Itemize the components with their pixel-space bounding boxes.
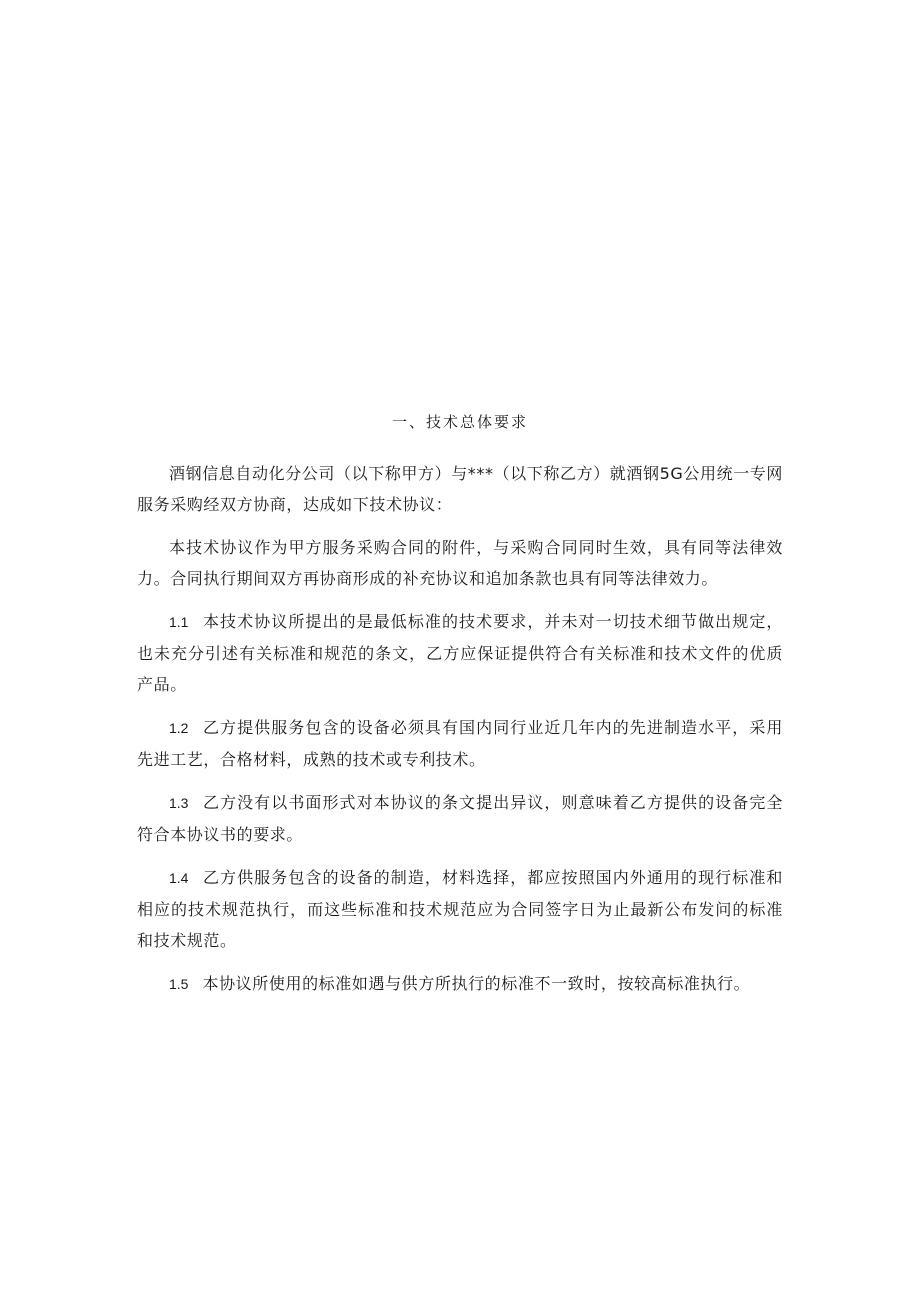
- clause-1-4: [137, 862, 783, 956]
- clause-1-3: [137, 787, 783, 850]
- clause-number: 1.4: [169, 870, 189, 886]
- clause-number: 1.2: [169, 720, 189, 736]
- clause-number: 1.1: [169, 614, 189, 630]
- clause-text: 乙方没有以书面形式对本协议的条文提出异议，则意味着乙方提供的设备完全符合本协议书的要求。: [137, 793, 783, 844]
- clause-text: 本技术协议所提出的是最低标准的技术要求，并未对一切技术细节做出规定，也未充分引述有关标准和规范的条文，乙方应保证提供符合有关标准和技术文件的优质产品。: [137, 612, 783, 694]
- clause-text: 乙方提供服务包含的设备必须具有国内同行业近几年内的先进制造水平，采用先进工艺，合格材料，成熟的技术或专利技术。: [137, 718, 783, 769]
- clause-number: 1.3: [169, 795, 189, 811]
- preamble-paragraph: 本技术协议作为甲方服务采购合同的附件，与采购合同同时生效，具有同等法律效力。合同执行期间双方再协商形成的补充协议和追加条款也具有同等法律效力。: [137, 538, 783, 588]
- intro-paragraph: 酒钢信息自动化分公司（以下称甲方）与***（以下称乙方）就酒钢5G公用统一专网服务采购经双方协商，达成如下技术协议：: [137, 464, 783, 514]
- clause-text: 乙方供服务包含的设备的制造，材料选择，都应按照国内外通用的现行标准和相应的技术规范执行，而这些标准和技术规范应为合同签字日为止最新公布发问的标准和技术规范。: [137, 868, 783, 950]
- clause-1-5: [137, 968, 783, 1000]
- document-body: [137, 410, 783, 1012]
- section-heading: 一、技术总体要求: [391, 413, 528, 431]
- clause-1-1: [137, 606, 783, 700]
- clause-number: 1.5: [169, 976, 189, 992]
- clause-text: 本协议所使用的标准如遇与供方所执行的标准不一致时，按较高标准执行。: [202, 974, 751, 993]
- clause-1-2: [137, 712, 783, 775]
